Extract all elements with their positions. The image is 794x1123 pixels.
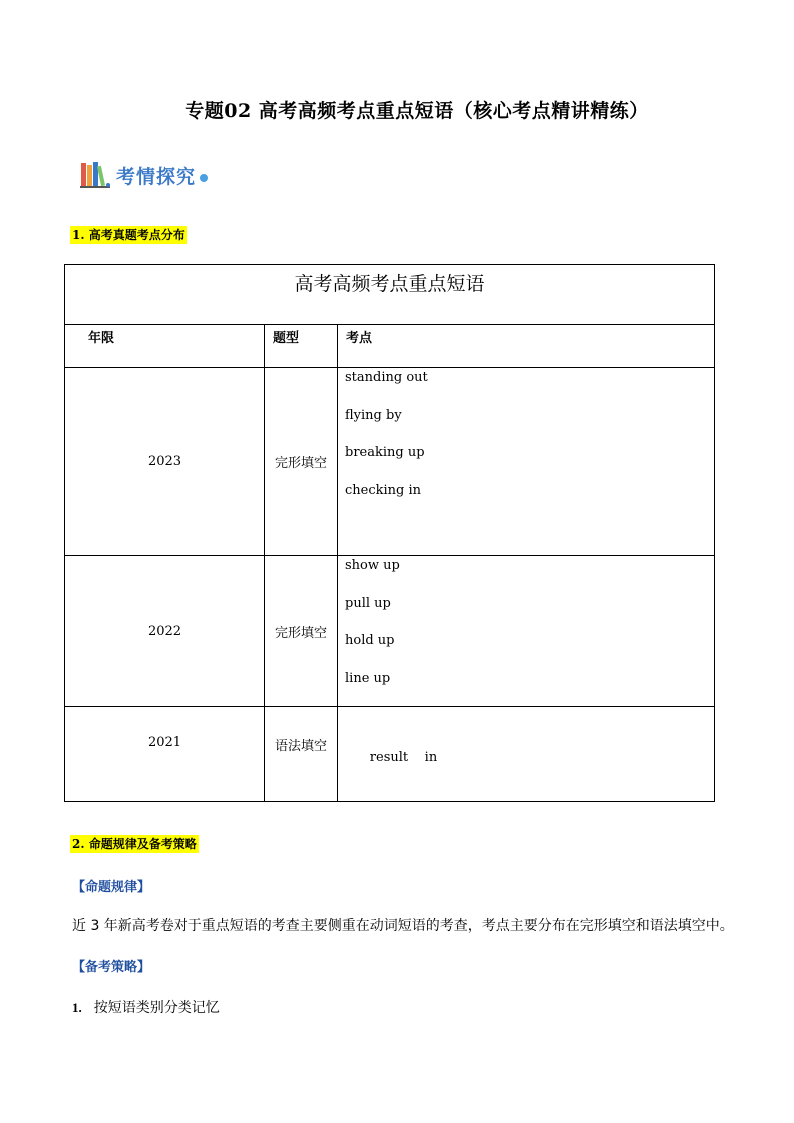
list-item [72, 997, 220, 1017]
section1-heading: 1. 高考真题考点分布 [72, 228, 185, 242]
row-year: 2022 [65, 556, 265, 707]
strategy-label: 【备考策略】 [72, 960, 151, 975]
table-row [65, 707, 715, 802]
books-icon [80, 161, 112, 189]
table-row [65, 556, 715, 707]
header-points: 考点 [338, 325, 715, 368]
point-item: hold up [345, 633, 395, 648]
row-points [338, 556, 715, 707]
row-year: 2021 [65, 707, 265, 802]
point-item: pull up [345, 595, 391, 611]
rule-text: 近 3 年新高考卷对于重点短语的考查主要侧重在动词短语的考查，考点主要分布在完形填空和语法填空中。 [72, 918, 734, 934]
point-item: show up [345, 558, 400, 573]
header-type: 题型 [265, 325, 338, 368]
exam-points-table [64, 264, 715, 802]
point-item: result in [369, 750, 438, 765]
banner-dot [200, 174, 208, 182]
row-points [338, 368, 715, 556]
section-banner [80, 160, 208, 190]
header-year: 年限 [65, 325, 265, 368]
point-item: breaking up [345, 445, 425, 460]
list-item-text: 按短语类别分类记忆 [93, 1000, 220, 1016]
point-item: line up [345, 670, 391, 686]
rule-label: 【命题规律】 [72, 880, 151, 895]
row-points [338, 707, 715, 802]
row-type: 语法填空 [265, 707, 338, 802]
document-title: 专题02 高考高频考点重点短语（核心考点精讲精练） [185, 100, 649, 122]
row-type: 完形填空 [265, 556, 338, 707]
row-year: 2023 [65, 368, 265, 556]
point-item: flying by [345, 407, 402, 423]
list-item-number: 1. [72, 1000, 82, 1015]
banner-title: 考情探究 [116, 165, 197, 188]
table-title: 高考高频考点重点短语 [65, 265, 715, 325]
section2-heading: 2. 命题规律及备考策略 [72, 837, 197, 851]
table-title-row [65, 265, 715, 325]
point-item: standing out [345, 370, 428, 385]
table-row [65, 368, 715, 556]
row-type: 完形填空 [265, 368, 338, 556]
point-item: checking in [345, 482, 422, 498]
table-header-row [65, 325, 715, 368]
